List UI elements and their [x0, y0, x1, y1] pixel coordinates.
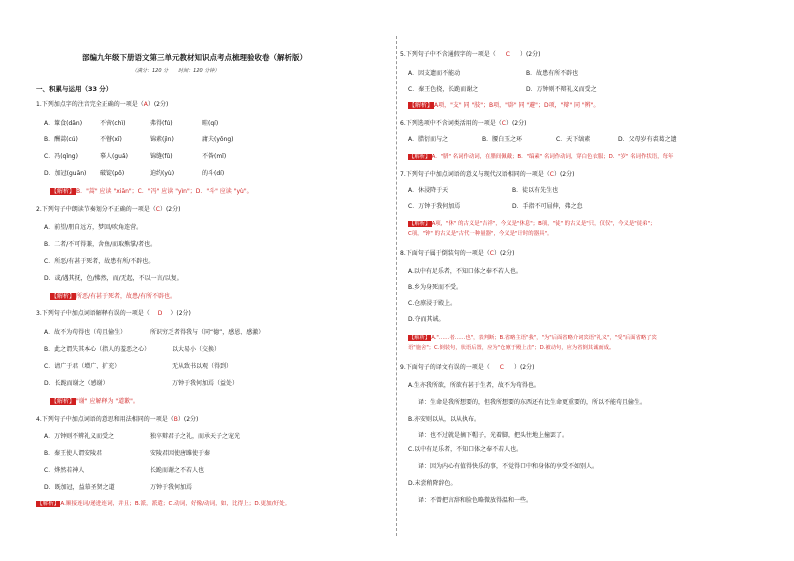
question-9-item-d: D.未尝稍降辞色。 [408, 480, 457, 487]
question-5-explanation: 【解析】A项，"支" 同 "肢"；B项，"辟" 同 "避"；D项，"辩" 同 "辨"。 [409, 102, 600, 109]
question-4-row-b: B．秦王使人谓安陵君 安陵君因使唐雎使于秦 [44, 450, 211, 457]
question-6-answer: C [501, 120, 506, 127]
question-1-row-b: B．酬蒿(cú) 不瞽(xī) 锦素(jìn) 庸夫(yōng) [44, 136, 234, 143]
question-4-row-a: A．万钟则不辨礼义而受之 独卒辩君子之礼，而承天子之宠光 [44, 433, 241, 440]
question-2-explanation: 【解析】所恶/有甚于死者，故患/有所不辟也。 [51, 293, 177, 300]
question-2-option-a: A．前望/朋自远方，梦回/吹角连营。 [44, 224, 143, 231]
question-1-row-d: D．加冠(guān) 破锭(pō) 迫约(yù) 的斗(dí) [44, 170, 225, 177]
question-3-answer: D [157, 310, 163, 317]
question-4-answer: B [173, 416, 178, 423]
question-2-option-c: C．所恶/有甚于死者，故患有所/不辟也。 [44, 258, 155, 265]
question-8-explanation-a: 【解析】A."……者……也"，表判断；B.省略主语"我"，"为"后面省略介词宾语"礼义"，"受"后面省略了宾 [409, 335, 657, 341]
question-5-stem: 5.下列句子中不含通假字的一项是（ C ）(2分) [400, 51, 541, 58]
question-6-explanation: 【解析】A．"腊" 名词作动词，在腊间佩戴；B．"缟素" 名词作动词，穿白色衣服；D．"岁" 名词作状语，每年 [409, 154, 674, 160]
question-7-explanation-a: 【解析】A项，"休" 的古义是"吉祥"，今义是"休息"；B项，"徒" 的古义是"只，仅仅"，今义是"徒弟"； [409, 221, 656, 227]
column-divider [396, 36, 397, 536]
question-9-item-c: C.以中有足乐者，不知口体之奉不若人也。 [408, 446, 523, 453]
question-2-option-b: B．二者/不可得兼，舍鱼/而取熊掌/者也。 [44, 241, 157, 248]
page-title: 部编九年级下册语文第三单元教材知识点考点梳理验收卷（解析版） [82, 53, 307, 62]
question-5-answer: C [505, 51, 510, 58]
question-1-answer: A [143, 101, 148, 108]
question-7-row-1: A．休浸降于天 B．徒以有先生也 [408, 187, 559, 194]
question-3-row-c: C．请广于君（增广、扩充） 无从致书以观（得到） [44, 363, 233, 370]
page-subtitle: （满分：120 分 时间：120 分钟） [132, 68, 220, 74]
question-8-answer: C [489, 250, 494, 257]
question-1-row-a: A．簞食(dān) 不啻(chì) 弗得(fú) 畦(qí) [44, 120, 219, 127]
question-8-option-c: C.仓廪浸于殿上。 [408, 300, 457, 307]
question-8-option-b: B.乡为身死而不受。 [408, 284, 463, 291]
question-5-row-1: A．因支遗而不能动 B．故患有所不辟也 [408, 70, 579, 77]
question-9-stem: 9.下面句子的译文有误的一项是（ C ）(2分) [400, 364, 535, 371]
question-9-translation-b: 译：也不过就是摘下帽子，光着脚，把头往地上撞罢了。 [418, 432, 569, 439]
question-1-stem: 1.下列加点字的注音完全正确的一项是（A）(2分) [36, 101, 169, 108]
question-7-answer: C [549, 171, 554, 178]
question-2-option-d: D．或/遇其抚，色/怫然，而/无起，不以一言/以复。 [44, 275, 183, 282]
question-7-row-2: C．万钟于我何加焉 D．手指不可屈伸，弗之怠 [408, 203, 583, 210]
question-3-row-d: D．长跪而谢之（感谢） 万钟于我何加焉（益处） [44, 380, 239, 387]
question-3-row-b: B．此之谓失其本心（指人的羞恶之心） 以大易小（交换） [44, 346, 221, 353]
question-8-explanation-b: 语"施舍"；C.倒装句，状语后置，应为"仓廪于殿上击"；D.被动句，应为省倒其诚而成。 [408, 345, 615, 351]
question-8-option-a: A.以中有足乐者，不知口体之奉不若人也。 [408, 268, 522, 275]
question-5-row-2: C．秦王色挠，长跪而谢之 D．万钟则不辩礼义而受之 [408, 86, 597, 93]
question-2-stem: 2.下列句子中朗读节奏划分不正确的一项是（C）(2分) [36, 206, 181, 213]
question-3-stem: 3.下列句子中加点词语解释有误的一项是（ D ）(2分) [36, 310, 191, 317]
question-4-row-d: D．既加冠，益慕圣贤之道 万钟于我何加焉 [44, 484, 193, 491]
question-7-explanation-b: C项，"钟" 的古义是"古代一种量器"，今义是"计时的器具"。 [408, 231, 553, 237]
question-1-explanation: 【解析】B．"蒿" 应读 "xiān"；C．"冯" 应读 "yìn"；D．"斗" 应读 "yù"。 [51, 188, 253, 195]
section-heading: 一、积累与运用（33 分） [36, 85, 113, 93]
question-9-translation-c: 译：因为内心有值得快乐的事，不觉得口中和身体的享受不如别人。 [418, 463, 599, 470]
question-3-explanation: 【解析】"谢" 应解释为 "道歉"。 [51, 398, 139, 405]
question-9-translation-a: 译：生命是我所想要的，但我所想要的东西还有比生命更重要的，所以不能苟且偷生。 [418, 399, 647, 406]
question-9-translation-d: 译：不曾把言辞和脸色略微放得温和一些。 [418, 497, 533, 504]
question-6-options: A．腊衍而与之 B．腰白玉之环 C．天下缟素 D．父母岁有裘葛之遗 [408, 136, 677, 143]
question-7-stem: 7.下列句子中加点词语的意义与现代汉语相同的一项是（C）(2分) [400, 171, 575, 178]
question-4-stem: 4.下列句子中加点词语的意思和用法相同的一项是（B）(2分) [36, 416, 199, 423]
question-9-answer: C [499, 364, 504, 371]
question-4-row-c: C．烨然若神人 长跪而谢之不若人也 [44, 467, 205, 474]
question-8-option-d: D.夺而其诚。 [408, 316, 445, 323]
question-9-item-a: A.生亦我所欲，所欲有甚于生者，故不为苟得也。 [408, 382, 540, 389]
question-2-answer: C [155, 206, 160, 213]
question-3-row-a: A．故不为苟得也（苟且偷生） 所识穷乏者得我与（同“德”，感恩、感激） [44, 329, 265, 336]
question-6-stem: 6.下列选项中不含词类活用的一项是（C）(2分) [400, 120, 527, 127]
question-4-explanation: 【解析】A.顺接连词/递进连词，并且；B.派，派遣；C.动词，好像/动词，如，比得上；D.更加/好处。 [37, 501, 291, 507]
question-8-stem: 8.下面句子属于倒装句的一项是（C）(2分) [400, 250, 515, 257]
question-1-row-c: C．冯(qǐng) 摹人(guǎ) 锦缝(fǔ) 不昝(mǐ) [44, 153, 227, 160]
question-9-item-b: B.亦安则以从，以从执布。 [408, 416, 481, 423]
